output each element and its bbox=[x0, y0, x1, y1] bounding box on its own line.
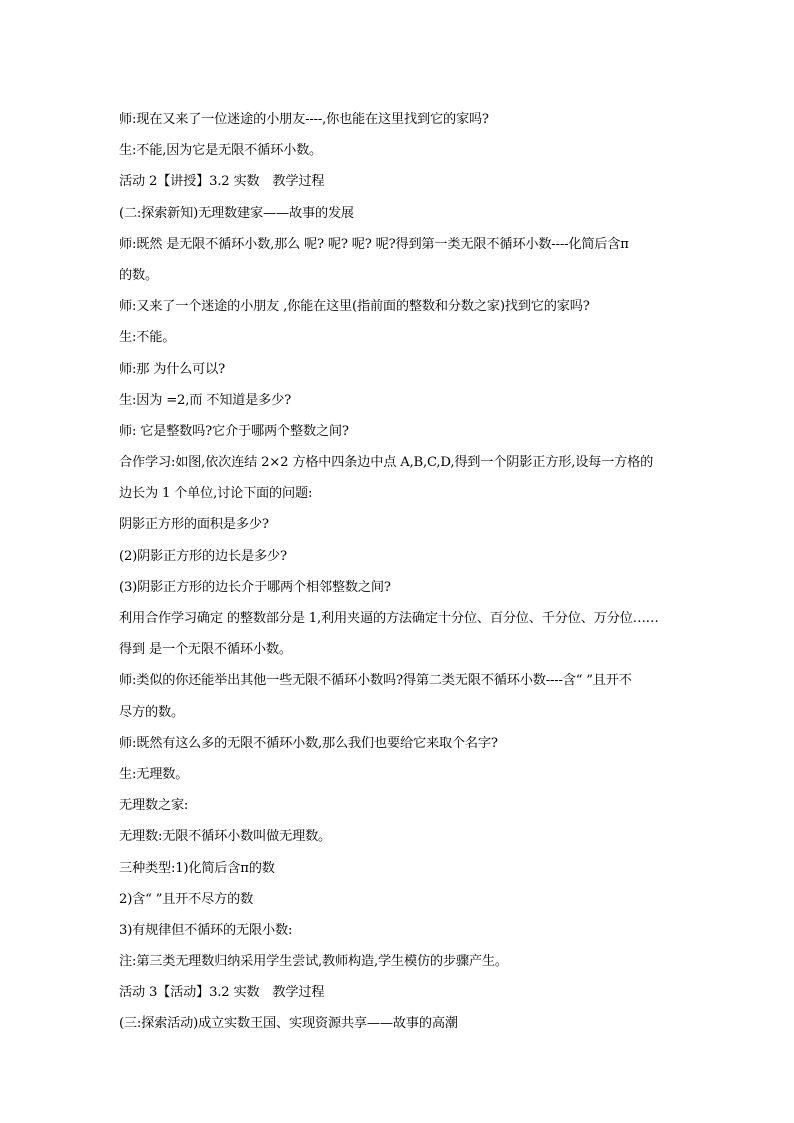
text-line: 师:既然有这么多的无限不循环小数,那么我们也要给它来取个名字? bbox=[119, 735, 498, 751]
list-item: 3)有规律但不循环的无限小数: bbox=[119, 922, 293, 938]
text-line: 师:又来了一个迷途的小朋友 ,你能在这里(指前面的整数和分数之家)找到它的家吗? bbox=[119, 299, 590, 315]
activity-heading: 活动 3【活动】3.2 实数 教学过程 bbox=[119, 985, 325, 1001]
question-line: (3)阴影正方形的边长介于哪两个相邻整数之间? bbox=[119, 579, 391, 595]
text-line: 得到 是一个无限不循环小数。 bbox=[119, 642, 292, 658]
activity-heading: 活动 2【讲授】3.2 实数 教学过程 bbox=[119, 174, 325, 190]
text-line: 生:因为 =2,而 不知道是多少? bbox=[119, 392, 292, 408]
text-line: 边长为 1 个单位,讨论下面的问题: bbox=[119, 486, 313, 502]
text-line: 尽方的数。 bbox=[119, 704, 184, 720]
list-item: 三种类型:1)化简后含π的数 bbox=[119, 860, 275, 876]
text-line: 师: 它是整数吗?它介于哪两个整数之间? bbox=[119, 423, 349, 439]
note-line: 注:第三类无理数归纳采用学生尝试,教师构造,学生模仿的步骤产生。 bbox=[119, 954, 508, 970]
section-heading: (三:探索活动)成立实数王国、实现资源共享——故事的高潮 bbox=[119, 1016, 458, 1032]
text-line: 合作学习:如图,依次连结 2×2 方格中四条边中点 A,B,C,D,得到一个阴影正方形,设每一方格的 bbox=[119, 455, 654, 471]
section-heading: (二:探索新知)无理数建家——故事的发展 bbox=[119, 205, 354, 221]
text-line: 师:类似的你还能举出其他一些无限不循环小数吗?得第二类无限不循环小数----含“ ”且开不 bbox=[119, 673, 632, 689]
text-line: 利用合作学习确定 的整数部分是 1,利用夹逼的方法确定十分位、百分位、千分位、万分位…… bbox=[119, 611, 659, 626]
text-line: 的数。 bbox=[119, 267, 158, 283]
text-line: 师:那 为什么可以? bbox=[119, 361, 226, 377]
question-line: (2)阴影正方形的边长是多少? bbox=[119, 548, 287, 564]
text-line: 生:不能,因为它是无限不循环小数。 bbox=[119, 143, 323, 159]
text-line: 师:现在又来了一位迷途的小朋友----,你也能在这里找到它的家吗? bbox=[119, 112, 489, 127]
document-body bbox=[119, 104, 679, 1040]
text-line: 生:不能。 bbox=[119, 330, 176, 346]
definition-line: 无理数:无限不循环小数叫做无理数。 bbox=[119, 829, 332, 845]
question-line: 阴影正方形的面积是多少? bbox=[119, 517, 269, 533]
subheading-line: 无理数之家: bbox=[119, 798, 189, 814]
text-line: 生:无理数。 bbox=[119, 766, 189, 782]
list-item: 2)含“ ”且开不尽方的数 bbox=[119, 891, 254, 907]
text-line: 师:既然 是无限不循环小数,那么 呢? 呢? 呢? 呢?得到第一类无限不循环小数----化简后含π bbox=[119, 236, 629, 252]
